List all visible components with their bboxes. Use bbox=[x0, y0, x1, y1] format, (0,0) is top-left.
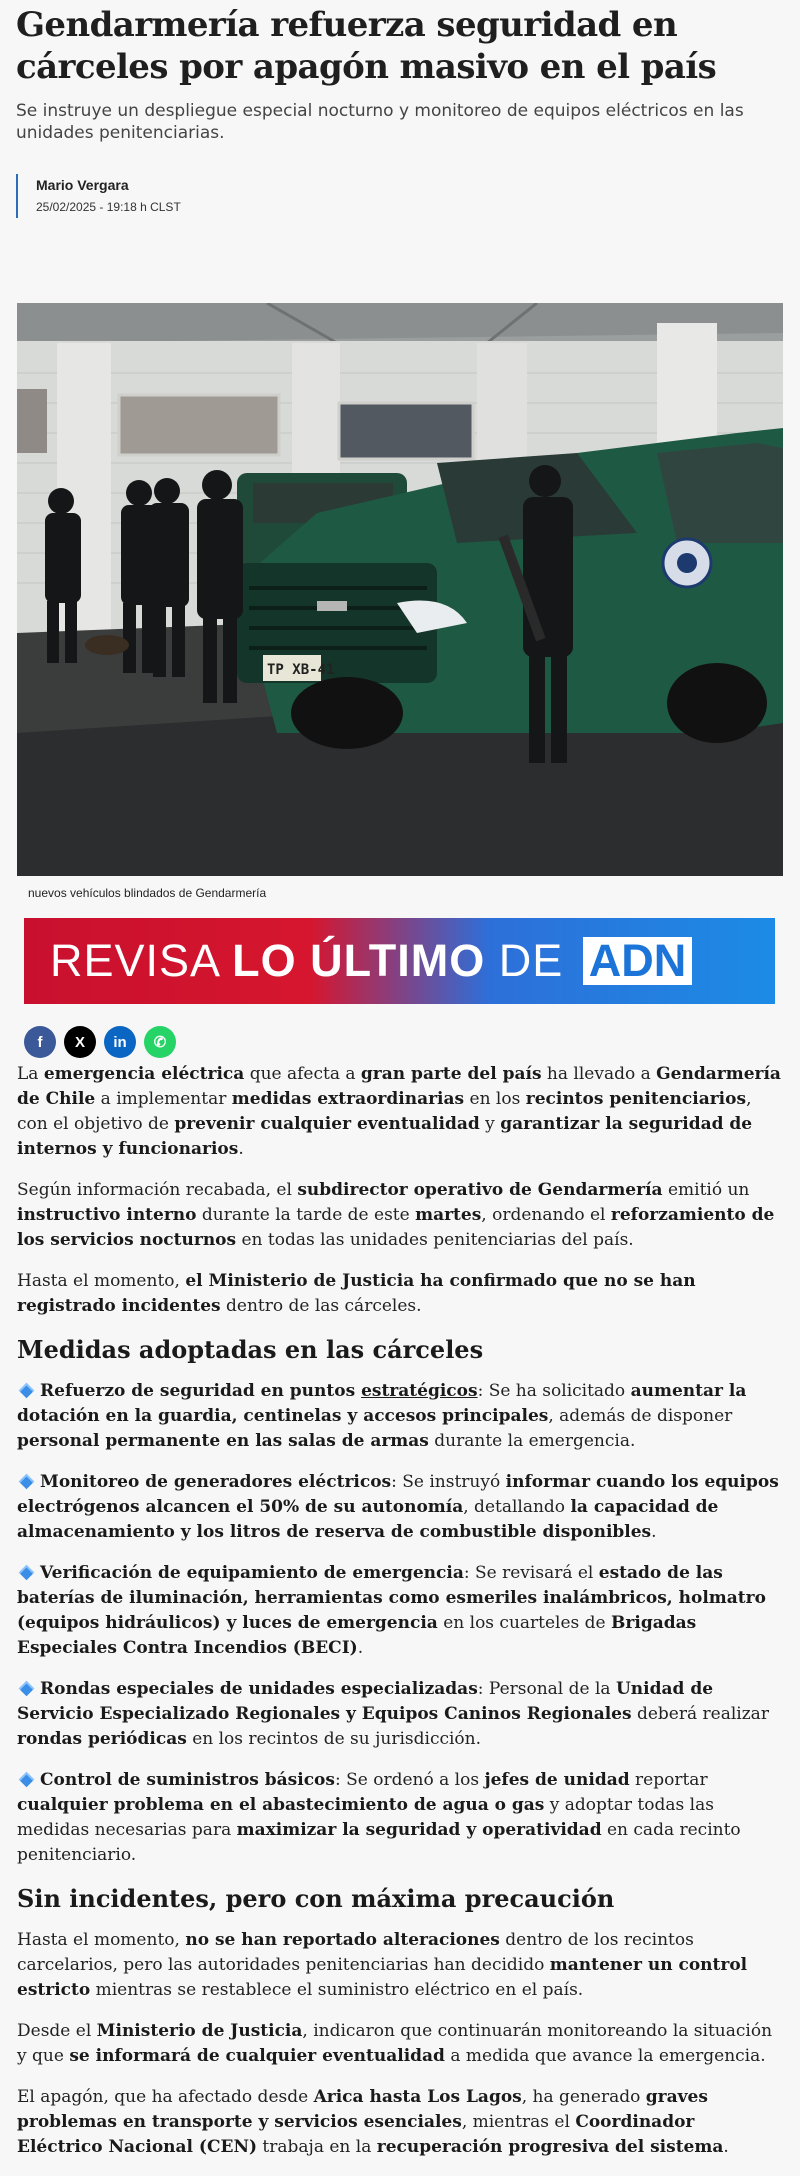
linkedin-share-icon[interactable]: in bbox=[104, 1026, 136, 1058]
byline bbox=[16, 174, 181, 218]
author-name[interactable]: Mario Vergara bbox=[36, 177, 129, 193]
license-plate: TP XB-41 bbox=[267, 662, 335, 678]
section-heading-sin-incidentes: Sin incidentes, pero con máxima precaución bbox=[17, 1884, 615, 1913]
article-photo bbox=[17, 303, 783, 876]
share-buttons bbox=[24, 1026, 176, 1058]
blue-diamond-icon bbox=[19, 1681, 35, 1697]
x-share-icon[interactable]: X bbox=[64, 1026, 96, 1058]
paragraph-intro: La emergencia eléctrica que afecta a gran parte del país ha llevado a Gendarmería de Chile a implementar medidas extraordinarias en los recintos penitenciarios, con el objetivo de prevenir cualquier eventualidad y garantizar la seguridad de internos y funcionarios. bbox=[17, 1064, 781, 1159]
paragraph-apagon: El apagón, que ha afectado desde Arica hasta Los Lagos, ha generado graves problemas en transporte y servicios esenciales, mientras el Coordinador Eléctrico Nacional (CEN) trabaja en la recuperación progresiva del sistema. bbox=[17, 2087, 729, 2157]
measure-item: Rondas especiales de unidades especializadas: Personal de la Unidad de Servicio Especializado Regionales y Equipos Caninos Regionales deberá realizar rondas periódicas en los recintos de su jurisdicción. bbox=[17, 1679, 769, 1749]
paragraph-monitoreo: Desde el Ministerio de Justicia, indicaron que continuarán monitoreando la situación y que se informará de cualquier eventualidad a medida que avance la emergencia. bbox=[17, 2021, 773, 2066]
measure-item: Monitoreo de generadores eléctricos: Se instruyó informar cuando los equipos electrógenos alcancen el 50% de su autonomía, detallando la capacidad de almacenamiento y los litros de reserva de combustible disponibles. bbox=[17, 1472, 779, 1542]
blue-diamond-icon bbox=[19, 1474, 35, 1490]
link-estrategicos[interactable]: estratégicos bbox=[361, 1381, 478, 1401]
paragraph-alteraciones: Hasta el momento, no se han reportado alteraciones dentro de los recintos carcelarios, pero las autoridades penitenciarias han decidido mantener un control estricto mientras se restablece el suministro eléctrico en el país. bbox=[17, 1930, 748, 2000]
armored-vehicles-photo bbox=[17, 303, 783, 876]
paragraph-ministerio: Hasta el momento, el Ministerio de Justicia ha confirmado que no se han registrado incidentes dentro de las cárceles. bbox=[17, 1271, 696, 1316]
publish-date: 25/02/2025 - 19:18 h CLST bbox=[36, 200, 181, 214]
measure-item: Refuerzo de seguridad en puntos estratégicos: Se ha solicitado aumentar la dotación en la guardia, centinelas y accesos principales, además de disponer personal permanente en las salas de armas durante la emergencia. bbox=[17, 1381, 747, 1451]
banner-text: REVISA LO ÚLTIMO DE ADN bbox=[50, 934, 692, 988]
article-body bbox=[17, 1062, 785, 2176]
adn-logo: ADN bbox=[583, 937, 693, 985]
measure-item: Control de suministros básicos: Se ordenó a los jefes de unidad reportar cualquier problema en el abastecimiento de agua o gas y adoptar todas las medidas necesarias para maximizar la seguridad y operatividad en cada recinto penitenciario. bbox=[17, 1770, 741, 1865]
revisa-lo-ultimo-banner[interactable] bbox=[24, 918, 775, 1004]
article-dek: Se instruye un despliegue especial nocturno y monitoreo de equipos eléctricos en las unidades penitenciarias. bbox=[16, 101, 744, 143]
section-heading-medidas: Medidas adoptadas en las cárceles bbox=[17, 1335, 484, 1364]
blue-diamond-icon bbox=[19, 1772, 35, 1788]
paragraph-instructivo: Según información recabada, el subdirector operativo de Gendarmería emitió un instructivo interno durante la tarde de este martes, ordenando el reforzamiento de los servicios nocturnos en todas las unidades penitenciarias del país. bbox=[17, 1180, 775, 1250]
facebook-share-icon[interactable]: f bbox=[24, 1026, 56, 1058]
whatsapp-share-icon[interactable]: ✆ bbox=[144, 1026, 176, 1058]
image-caption: nuevos vehículos blindados de Gendarmería bbox=[28, 886, 267, 900]
blue-diamond-icon bbox=[19, 1383, 35, 1399]
measure-item: Verificación de equipamiento de emergencia: Se revisará el estado de las baterías de iluminación, herramientas como esmeriles inalámbricos, holmatro (equipos hidráulicos) y luces de emergencia en los cuarteles de Brigadas Especiales Contra Incendios (BECI). bbox=[17, 1563, 766, 1658]
blue-diamond-icon bbox=[19, 1565, 35, 1581]
page-title: Gendarmería refuerza seguridad en cárceles por apagón masivo en el país bbox=[16, 5, 717, 87]
